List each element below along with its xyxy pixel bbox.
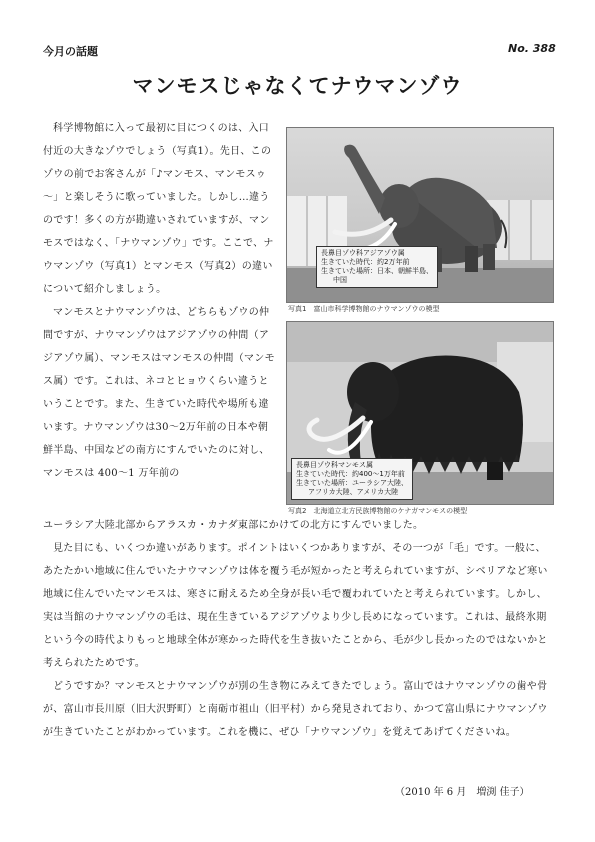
photo2-info-line: 生きていた場所：ユーラシア大陸、 — [296, 479, 408, 487]
issue-number: No. 388 — [508, 42, 556, 55]
photo2-info-line: アフリカ大陸、アメリカ大陸 — [308, 488, 399, 496]
photo1-info-line: 生きていた時代：約2万年前 — [321, 258, 410, 266]
paragraph-3: 見た目にも、いくつか違いがあります。ポイントはいくつかありますが、その一つが「毛」です。一般に、あたたかい地域に住んでいたナウマンゾウは体を覆う毛が短かったと考えられていますが、シベリアなど寒い地域に住んでいたマンモスは、寒さに耐えるため全身が長い毛で覆われていたと考えられています。しかし、実は当館のナウマンゾウの毛は、現在生きているアジアゾウより少し長めになっています。これは、最終氷期という今の時代よりもっと地球全体が寒かった時代を生き抜いたことから、毛が少し長かったのではないかと考えられたためです。 — [43, 543, 548, 669]
photo2-info-line: 生きていた時代：約400～1万年前 — [296, 470, 405, 478]
photo2-info-label — [291, 458, 413, 500]
paragraph-4: どうですか？マンモスとナウマンゾウが別の生き物にみえてきたでしょう。富山ではナウマンゾウの歯や骨が、富山市長川原（旧大沢野町）と南砺市祖山（旧平村）から発見されており、かつて富山県にナウマンゾウが生きていたことがわかっています。これを機に、ぜひ「ナウマンゾウ」を覚えてあげてくださいね。 — [43, 681, 548, 738]
photo-naumann-elephant — [286, 127, 554, 303]
column-label: 今月の話題 — [43, 45, 98, 58]
article-title: マンモスじゃなくてナウマンゾウ — [132, 74, 463, 98]
photo1-info-label — [316, 246, 438, 288]
photo2-info-line: 長鼻目ゾウ科マンモス属 — [296, 461, 373, 469]
paragraph-2-continued: ユーラシア大陸北部からアラスカ・カナダ東部にかけての北方にすんでいました。 — [43, 520, 424, 531]
left-column — [43, 117, 275, 485]
photo1-info-line: 中国 — [333, 276, 347, 284]
author-credit: （2010 年 6 月 増渕 佳子） — [395, 787, 530, 798]
photo2-caption: 写真2 北海道立北方民族博物館のケナガマンモスの模型 — [288, 507, 468, 515]
photo1-caption: 写真1 富山市科学博物館のナウマンゾウの模型 — [288, 305, 440, 313]
photo-woolly-mammoth — [286, 321, 554, 505]
paragraph-2: マンモスとナウマンゾウは、どちらもゾウの仲間ですが、ナウマンゾウはアジアゾウの仲間（アジアゾウ属）、マンモスはマンモスの仲間（マンモス属）です。これは、ネコとヒョウくらい違うということです。また、生きていた時代や場所も違います。ナウマンゾウは30～2万年前の日本や朝鮮半島、中国などの南方にすんでいたのに対し、マンモスは 400～1 万年前の — [43, 307, 275, 479]
photo1-info-line: 長鼻目ゾウ科アジアゾウ属 — [321, 249, 405, 257]
photo1-info-line: 生きていた場所：日本、朝鮮半島、 — [321, 267, 433, 275]
full-width-column — [43, 514, 553, 744]
paragraph-1: 科学博物館に入って最初に目につくのは、入口付近の大きなゾウでしょう（写真1）。先日、このゾウの前でお客さんが「♪マンモス、マンモスゥ～」と楽しそうに歌っていました。しかし…違うのです！多くの方が勘違いされていますが、マンモスではなく、「ナウマンゾウ」です。ここで、ナウマンゾウ（写真1）とマンモス（写真2）の違いについて紹介しましょう。 — [43, 123, 274, 295]
